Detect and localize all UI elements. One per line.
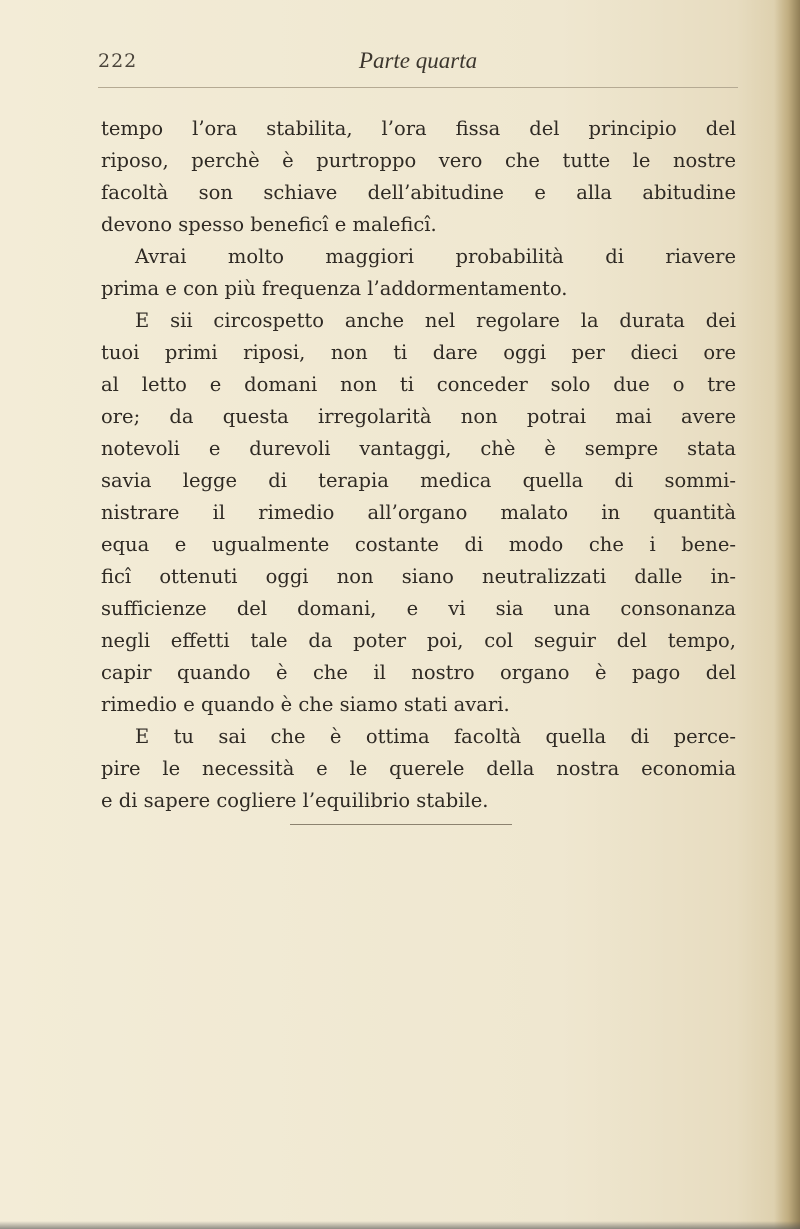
text-line: nistrare il rimedio all’organo malato in quantità (101, 501, 736, 524)
text-line: ficî ottenuti oggi non siano neutralizzati dalle in- (101, 565, 736, 588)
text-line: E tu sai che è ottima facoltà quella di perce- (135, 725, 736, 748)
text-line: sufficienze del domani, e vi sia una consonanza (101, 597, 736, 620)
page-bottom-shadow (0, 1221, 800, 1229)
text-line: devono spesso beneficî e maleficî. (101, 213, 437, 236)
text-line: facoltà son schiave dell’abitudine e alla abitudine (101, 181, 736, 204)
header-rule (98, 87, 738, 88)
end-rule (290, 824, 512, 825)
text-line: rimedio e quando è che siamo stati avari. (101, 693, 510, 716)
running-title: Parte quarta (358, 48, 478, 73)
text-line: savia legge di terapia medica quella di sommi- (101, 469, 736, 492)
text-line: tempo l’ora stabilita, l’ora fissa del principio del (101, 117, 736, 140)
text-line: pire le necessità e le querele della nostra economia (101, 757, 736, 780)
body-text (101, 113, 736, 817)
text-line: notevoli e durevoli vantaggi, chè è sempre stata (101, 437, 736, 460)
text-line: Avrai molto maggiori probabilità di riavere (135, 245, 736, 268)
text-line: equa e ugualmente costante di modo che i bene- (101, 533, 736, 556)
text-line: riposo, perchè è purtroppo vero che tutte le nostre (101, 149, 736, 172)
text-line: e di sapere cogliere l’equilibrio stabile. (101, 789, 489, 812)
page-number: 222 (98, 50, 138, 72)
text-line: negli effetti tale da poter poi, col seguir del tempo, (101, 629, 736, 652)
text-line: capir quando è che il nostro organo è pago del (101, 661, 736, 684)
text-line: E sii circospetto anche nel regolare la durata dei (135, 309, 736, 332)
text-line: ore; da questa irregolarità non potrai mai avere (101, 405, 736, 428)
page-header (98, 50, 738, 80)
page-edge-shadow (774, 0, 800, 1229)
text-line: prima e con più frequenza l’addormentamento. (101, 277, 568, 300)
text-line: al letto e domani non ti conceder solo due o tre (101, 373, 736, 396)
text-line: tuoi primi riposi, non ti dare oggi per dieci ore (101, 341, 736, 364)
